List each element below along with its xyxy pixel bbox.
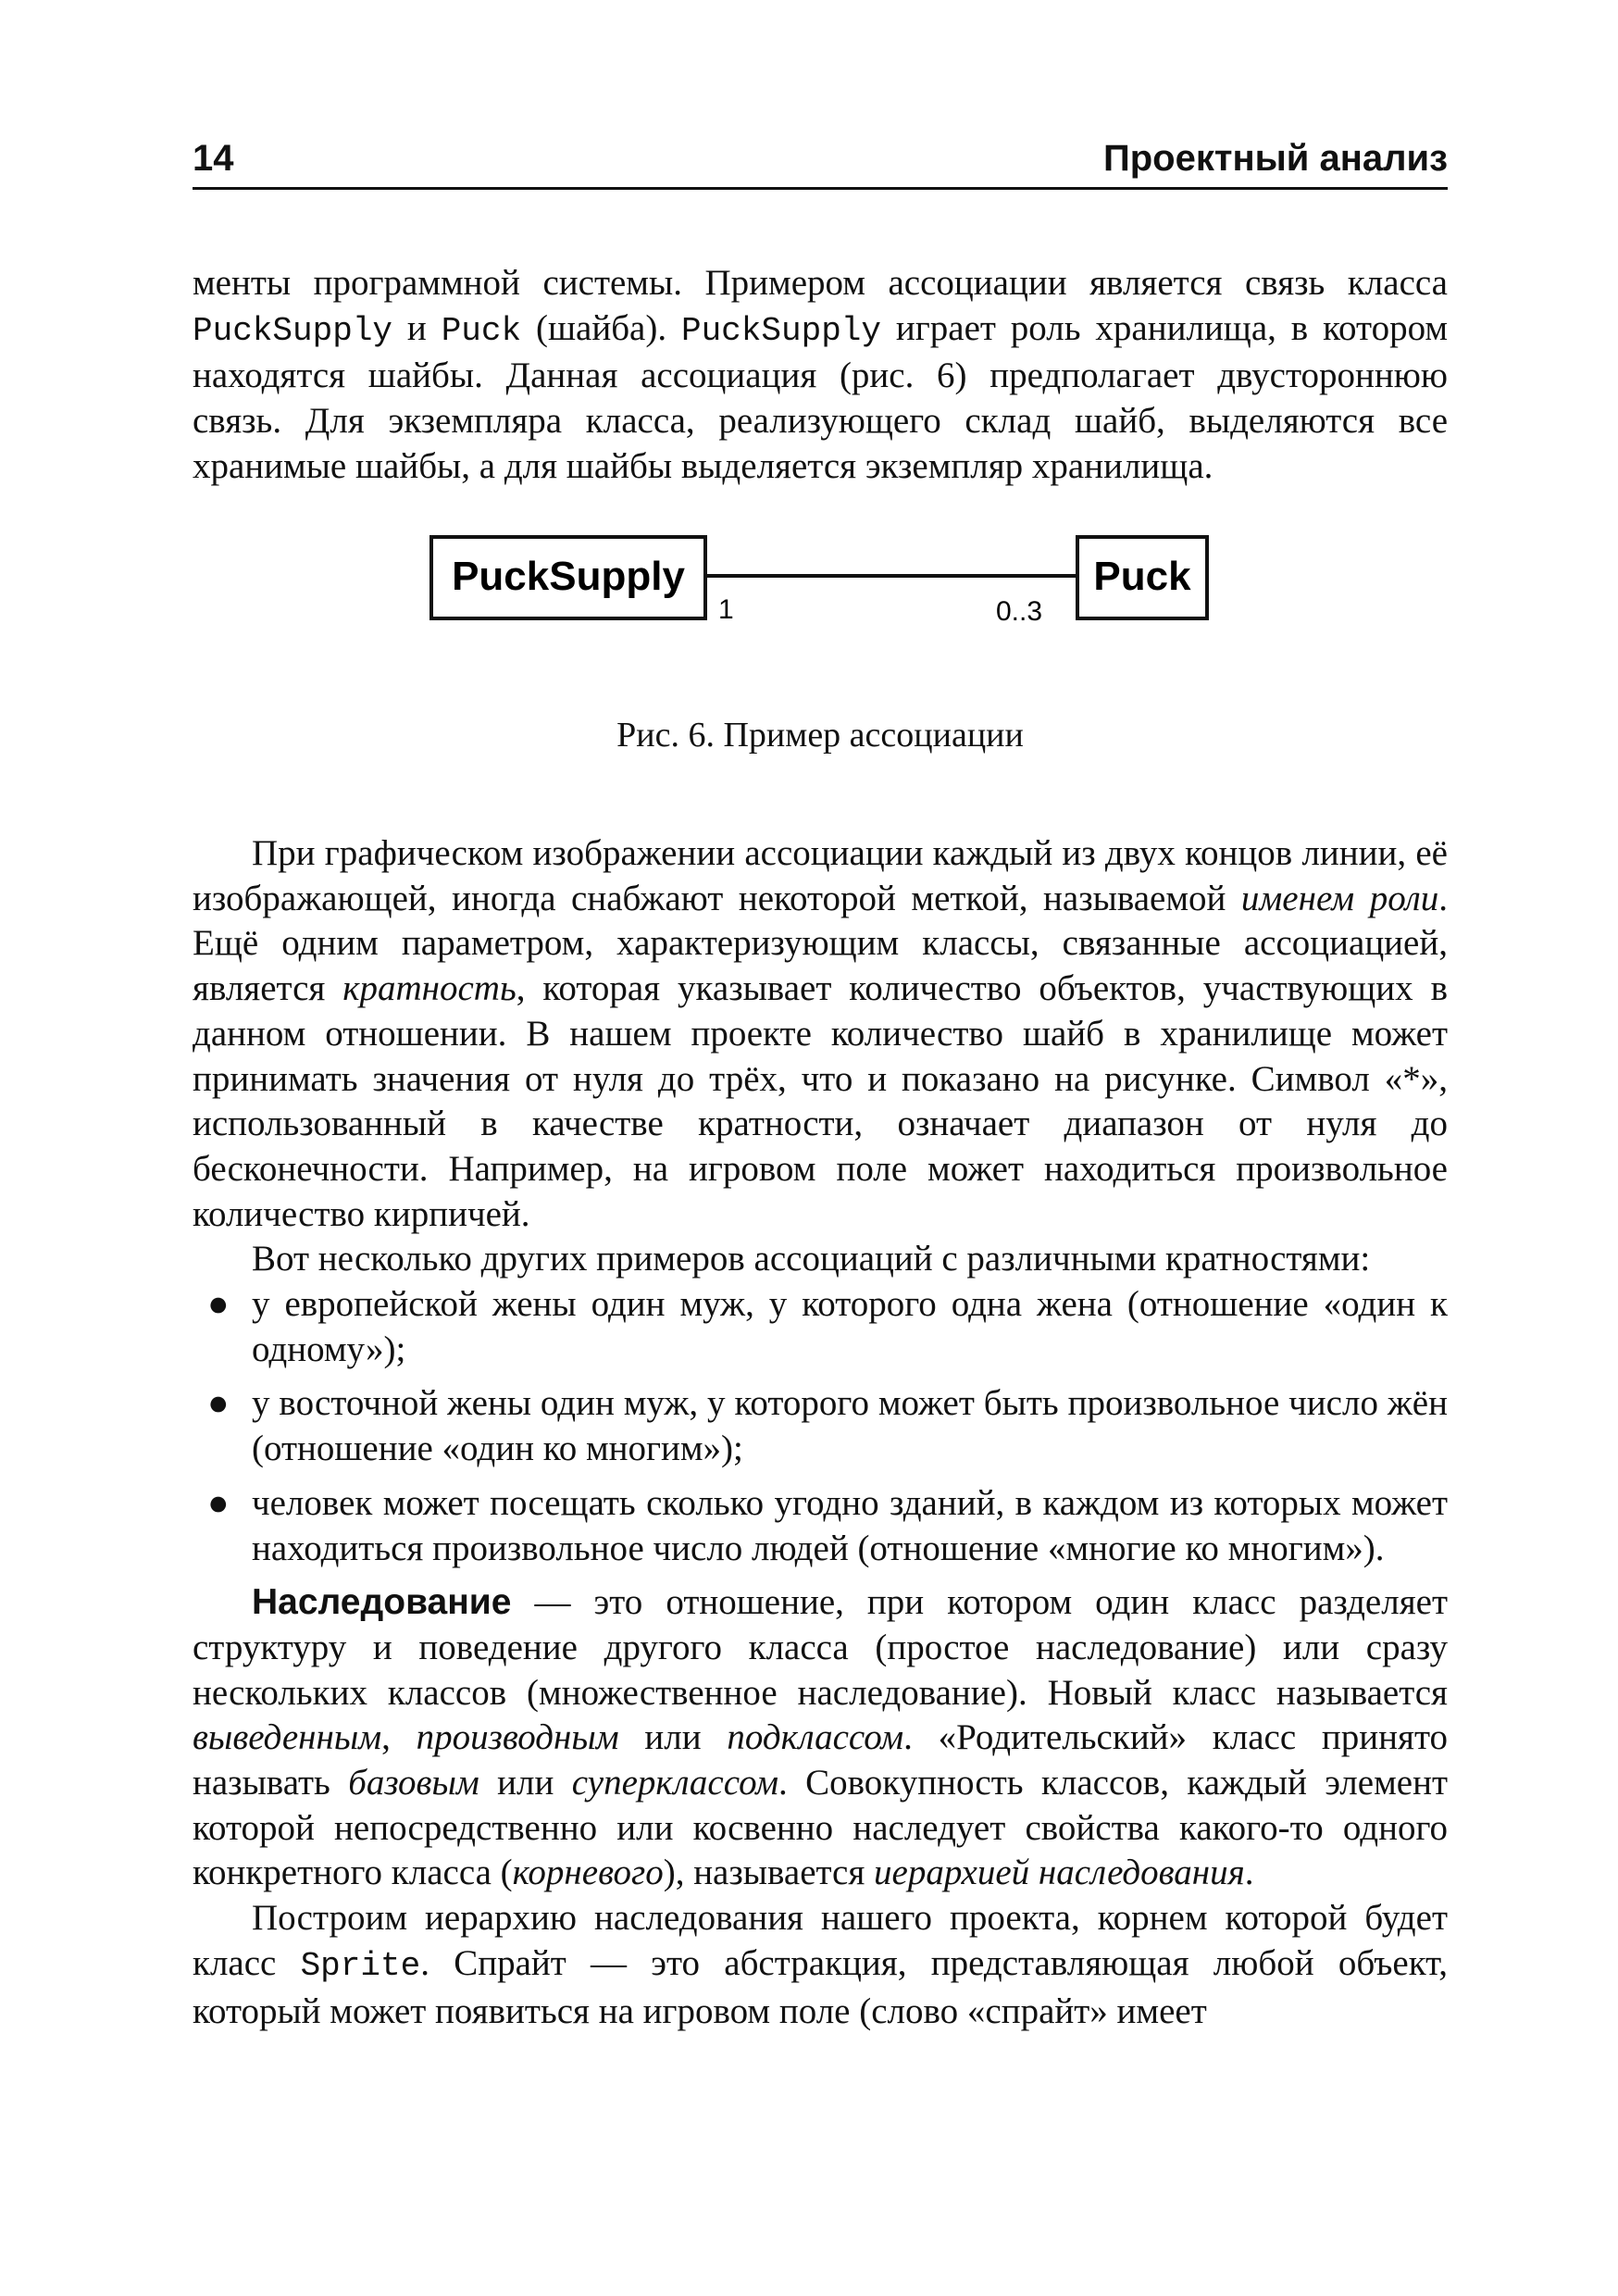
body-text bbox=[193, 831, 1448, 2034]
paragraph-sprite: Построим иерархию наследования нашего проекта, корнем которой будет класс Sprite. Спрайт — это абстракция, представляющая любой объект, который может появиться на игровом поле (слово «спрайт» имеет bbox=[193, 1898, 1448, 2031]
multiplicity-left: 1 bbox=[718, 594, 734, 625]
running-title: Проектный анализ bbox=[1102, 138, 1448, 179]
code-pucksupply-2: PuckSupply bbox=[680, 311, 882, 350]
paragraph-examples-intro: Вот несколько других примеров ассоциаций с различными кратностями: bbox=[252, 1239, 1371, 1279]
term-multiplicity: кратность bbox=[342, 968, 517, 1009]
code-puck: Puck bbox=[441, 311, 522, 350]
term-role-name: именем роли bbox=[1240, 878, 1439, 918]
code-pucksupply: PuckSupply bbox=[193, 311, 393, 350]
page-header bbox=[193, 135, 1448, 190]
list-item: ● у восточной жены один муж, у которого может быть произвольное число жён (отношение «один ко многим»); bbox=[207, 1383, 1448, 1469]
list-item: ● у европейской жены один муж, у которого одна жена (отношение «один к одному»); bbox=[207, 1284, 1448, 1369]
paragraph-multiplicity: При графическом изображении ассоциации каждый из двух концов линии, её изображающей, иногда снабжают некоторой меткой, называемой именем роли. Ещё одним параметром, характеризующим классы, связанные ассоциацией, является кратность, которая указывает количество объектов, участвующих в данном отношении. В нашем проекте количество шайб в хранилище может принимать значения от нуля до трёх, что и показано на рисунке. Символ «*», использованный в качестве кратности, означает диапазон от нуля до бесконечности. Например, на игровом поле может находиться произвольное количество кирпичей. bbox=[193, 833, 1448, 1234]
class-name-pucksupply: PuckSupply bbox=[452, 554, 685, 599]
page-number: 14 bbox=[193, 138, 234, 179]
bullet-icon: ● bbox=[207, 1383, 230, 1424]
list-item: ● человек может посещать сколько угодно зданий, в каждом из которых может находиться произвольное число людей (отношение «многие ко многим»). bbox=[207, 1482, 1448, 1568]
bullet-icon: ● bbox=[207, 1482, 230, 1523]
code-sprite: Sprite bbox=[300, 1946, 421, 1985]
paragraph-inheritance: Наследование — это отношение, при котором один класс разделяет структуру и поведение другого класса (простое наследование) или сразу нескольких классов (множественное наследование). Новый класс называется выведенным, производным или подклассом. «Родительский» класс принято называть базовым или суперклассом. Совокупность классов, каждый элемент которой непосредственно или косвенно наследует свойства какого-то одного конкретного класса (корневого), называется иерархией наследования. bbox=[193, 1582, 1448, 1893]
association-diagram bbox=[193, 528, 1448, 741]
paragraph-intro: менты программной системы. Примером ассоциации является связь класса PuckSupply и Puck (шайба). PuckSupply играет роль хранилища, в котором находятся шайбы. Данная ассоциация (рис. 6) предполагает двустороннюю связь. Для экземпляра класса, реализующего склад шайб, выделяются все хранимые шайбы, а для шайбы выделяется экземпляр хранилища. bbox=[193, 263, 1449, 486]
examples-list bbox=[193, 1282, 1448, 1571]
multiplicity-right: 0..3 bbox=[996, 596, 1043, 627]
figure-caption: Рис. 6. Пример ассоциации bbox=[616, 716, 1024, 755]
class-name-puck: Puck bbox=[1093, 554, 1191, 599]
term-inheritance: Наследование bbox=[252, 1582, 512, 1623]
bullet-icon: ● bbox=[207, 1284, 230, 1325]
